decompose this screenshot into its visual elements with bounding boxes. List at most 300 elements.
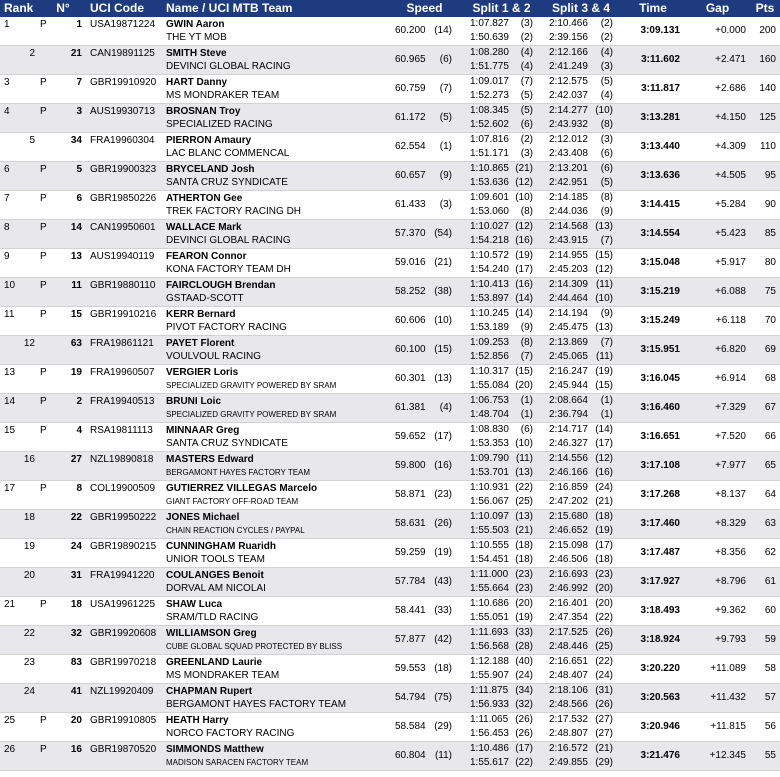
table-row[interactable]: [0, 394, 780, 423]
rank-cell: [0, 278, 40, 306]
split-1-time: 1:09.017: [470, 76, 509, 87]
split-3-4-cell: [541, 539, 621, 567]
split-1-time: 1:10.572: [470, 250, 509, 261]
uci-cell: [86, 336, 162, 364]
uci-cell: [86, 481, 162, 509]
header-number[interactable]: N°: [56, 1, 70, 15]
uci-cell: [86, 133, 162, 161]
speed-rank: (43): [434, 576, 452, 587]
uci-code: FRA19861121: [90, 338, 154, 349]
uci-cell: [86, 278, 162, 306]
rider-name[interactable]: GWIN Aaron: [166, 19, 225, 30]
split-3-4-cell: [541, 191, 621, 219]
table-row[interactable]: [0, 162, 780, 191]
split-1-time: 1:10.486: [470, 743, 509, 754]
split-4-rank: (9): [600, 206, 613, 217]
speed-cell: [387, 17, 462, 45]
speed-cell: [387, 394, 462, 422]
table-row[interactable]: [0, 46, 780, 75]
rider-name[interactable]: WILLIAMSON Greg: [166, 628, 257, 639]
rank-value: 11: [4, 309, 15, 320]
split-1-2-cell: [462, 307, 541, 335]
name-cell: [162, 742, 387, 770]
table-row[interactable]: [0, 104, 780, 133]
gap-cell: [685, 510, 750, 538]
split-3-4-cell: [541, 713, 621, 741]
speed-rank: (1): [439, 141, 452, 152]
final-time: 3:16.045: [640, 373, 680, 384]
split-1-time: 1:07.816: [470, 134, 509, 145]
rider-name[interactable]: CHAPMAN Rupert: [166, 686, 253, 697]
bib-cell: [56, 742, 86, 770]
uci-code: FRA19960507: [90, 367, 155, 378]
rider-name[interactable]: MINNAAR Greg: [166, 425, 240, 436]
uci-code: AUS19940119: [90, 251, 155, 262]
rider-name[interactable]: GUTIERREZ VILLEGAS Marcelo: [166, 483, 318, 494]
uci-code: RSA19811113: [90, 425, 153, 436]
split-1-rank: (22): [515, 482, 533, 493]
table-row[interactable]: [0, 510, 780, 539]
split-3-rank: (12): [595, 453, 613, 464]
points-cell: [750, 278, 780, 306]
rider-name[interactable]: ATHERTON Gee: [166, 193, 243, 204]
split-2-time: 1:55.051: [470, 612, 509, 623]
rank-cell: [0, 336, 40, 364]
name-cell: [162, 75, 387, 103]
name-cell: [162, 278, 387, 306]
time-cell: [621, 220, 685, 248]
split-1-2-cell: [462, 46, 541, 74]
points-cell: [750, 75, 780, 103]
split-4-rank: (27): [595, 728, 613, 739]
time-cell: [621, 162, 685, 190]
speed-value: 61.381: [395, 402, 426, 413]
split-4-time: 2:42.951: [549, 177, 588, 188]
gap-cell: [685, 423, 750, 451]
split-3-4-cell: [541, 481, 621, 509]
points-value: 140: [759, 83, 776, 94]
uci-cell: [86, 46, 162, 74]
uci-code: GBR19910805: [90, 715, 157, 726]
speed-cell: [387, 568, 462, 596]
uci-code: GBR19850226: [90, 193, 157, 204]
rank-value: 5: [29, 135, 35, 146]
split-2-time: 1:52.273: [470, 90, 509, 101]
points-cell: [750, 249, 780, 277]
split-1-2-cell: [462, 365, 541, 393]
uci-cell: [86, 249, 162, 277]
split-3-4-cell: [541, 742, 621, 770]
points-cell: [750, 46, 780, 74]
rider-name[interactable]: FEARON Connor: [166, 251, 247, 262]
points-value: 125: [759, 112, 776, 123]
points-value: 90: [764, 199, 776, 210]
speed-value: 54.794: [395, 692, 426, 703]
rider-name[interactable]: MASTERS Edward: [166, 454, 254, 465]
split-1-time: 1:11.875: [470, 685, 509, 696]
split-2-rank: (13): [515, 467, 533, 478]
points-cell: [750, 626, 780, 654]
rank-value: 17: [4, 483, 16, 494]
speed-value: 58.584: [395, 721, 426, 732]
split-2-rank: (23): [515, 583, 533, 594]
rider-name[interactable]: HEATH Harry: [166, 715, 229, 726]
table-row[interactable]: [0, 539, 780, 568]
header-speed[interactable]: Speed: [406, 1, 443, 15]
split-4-rank: (17): [595, 438, 613, 449]
split-1-2-cell: [462, 133, 541, 161]
gap-value: +2.686: [715, 83, 746, 94]
split-1-2-cell: [462, 568, 541, 596]
rider-name[interactable]: BROSNAN Troy: [166, 106, 241, 117]
rider-name[interactable]: COULANGES Benoit: [166, 570, 264, 581]
rider-name[interactable]: FAIRCLOUGH Brendan: [166, 280, 276, 291]
points-value: 80: [764, 257, 776, 268]
speed-cell: [387, 597, 462, 625]
table-row[interactable]: [0, 17, 780, 46]
time-cell: [621, 336, 685, 364]
split-3-time: 2:13.869: [549, 337, 588, 348]
gap-value: +8.137: [715, 489, 746, 500]
uci-code: GBR19920608: [90, 628, 157, 639]
p-flag: P: [40, 309, 47, 320]
uci-code: GBR19880110: [90, 280, 156, 291]
split-3-4-cell: [541, 162, 621, 190]
split-4-rank: (25): [595, 641, 613, 652]
split-4-rank: (11): [595, 351, 613, 362]
header-split-1-2[interactable]: Split 1 & 2: [472, 1, 531, 15]
split-3-time: 2:16.572: [549, 743, 588, 754]
speed-value: 57.877: [395, 634, 426, 645]
team-name: GIANT FACTORY OFF-ROAD TEAM: [166, 497, 299, 506]
rider-name[interactable]: JONES Michael: [166, 512, 240, 523]
time-cell: [621, 481, 685, 509]
split-4-time: 2:46.327: [549, 438, 588, 449]
speed-value: 61.433: [395, 199, 426, 210]
table-row[interactable]: [0, 249, 780, 278]
split-1-time: 1:08.345: [470, 105, 509, 116]
split-3-rank: (21): [595, 743, 613, 754]
table-row[interactable]: [0, 423, 780, 452]
rider-name[interactable]: WALLACE Mark: [166, 222, 242, 233]
team-name: BERGAMONT HAYES FACTORY TEAM: [166, 468, 311, 477]
rider-name[interactable]: CUNNINGHAM Ruaridh: [166, 541, 276, 552]
split-2-time: 1:56.453: [470, 728, 509, 739]
speed-rank: (4): [439, 402, 452, 413]
split-1-time: 1:12.188: [470, 656, 509, 667]
p-flag-cell: [40, 423, 56, 451]
uci-cell: [86, 597, 162, 625]
uci-code: CAN19891125: [90, 48, 155, 59]
split-1-rank: (8): [520, 337, 533, 348]
speed-value: 59.553: [395, 663, 426, 674]
split-4-rank: (12): [595, 264, 613, 275]
time-cell: [621, 684, 685, 712]
split-1-2-cell: [462, 684, 541, 712]
split-3-rank: (22): [595, 656, 613, 667]
p-flag: P: [40, 280, 47, 291]
p-flag: P: [40, 425, 47, 436]
gap-value: +5.917: [715, 257, 746, 268]
split-1-time: 1:10.027: [470, 221, 509, 232]
name-cell: [162, 191, 387, 219]
split-1-2-cell: [462, 539, 541, 567]
split-3-time: 2:14.955: [549, 250, 588, 261]
split-2-time: 1:50.639: [470, 32, 509, 43]
split-4-rank: (26): [595, 699, 613, 710]
final-time: 3:11.817: [641, 83, 680, 94]
split-3-4-cell: [541, 249, 621, 277]
speed-rank: (23): [434, 489, 452, 500]
header-gap[interactable]: Gap: [705, 1, 730, 15]
bib-cell: [56, 162, 86, 190]
speed-cell: [387, 75, 462, 103]
rider-name[interactable]: BRUNI Loic: [166, 396, 221, 407]
bib-number: 6: [76, 193, 82, 204]
rank-value: 6: [4, 164, 10, 175]
split-3-rank: (26): [595, 627, 613, 638]
p-flag-cell: [40, 336, 56, 364]
split-1-time: 1:10.686: [470, 598, 509, 609]
table-row[interactable]: [0, 597, 780, 626]
uci-cell: [86, 626, 162, 654]
split-3-rank: (6): [600, 163, 613, 174]
gap-cell: [685, 597, 750, 625]
table-row[interactable]: [0, 481, 780, 510]
header-split-3-4[interactable]: Split 3 & 4: [551, 1, 610, 15]
bib-cell: [56, 481, 86, 509]
rider-name[interactable]: BRYCELAND Josh: [166, 164, 255, 175]
table-row[interactable]: [0, 365, 780, 394]
split-3-time: 2:14.277: [549, 105, 588, 116]
split-1-rank: (11): [515, 453, 533, 464]
points-value: 62: [764, 547, 776, 558]
split-2-time: 1:54.218: [470, 235, 509, 246]
split-3-time: 2:17.525: [549, 627, 588, 638]
table-row[interactable]: [0, 278, 780, 307]
points-value: 160: [759, 54, 776, 65]
split-1-rank: (2): [520, 134, 533, 145]
speed-cell: [387, 626, 462, 654]
uci-code: GBR19870520: [90, 744, 157, 755]
split-4-time: 2:43.408: [549, 148, 588, 159]
rank-value: 3: [4, 77, 10, 88]
rider-name[interactable]: SMITH Steve: [166, 48, 227, 59]
rider-name[interactable]: SIMMONDS Matthew: [166, 744, 264, 755]
uci-code: GBR19890215: [90, 541, 157, 552]
table-row[interactable]: [0, 133, 780, 162]
rider-name[interactable]: GREENLAND Laurie: [166, 657, 263, 668]
header-time[interactable]: Time: [639, 1, 667, 15]
speed-cell: [387, 191, 462, 219]
split-3-time: 2:15.098: [549, 540, 588, 551]
split-1-time: 1:10.097: [470, 511, 509, 522]
table-row[interactable]: [0, 336, 780, 365]
split-1-rank: (19): [515, 250, 533, 261]
team-name: KONA FACTORY TEAM DH: [166, 264, 291, 275]
table-row[interactable]: [0, 568, 780, 597]
final-time: 3:15.048: [640, 257, 680, 268]
time-cell: [621, 191, 685, 219]
uci-code: GBR19900323: [90, 164, 157, 175]
bib-number: 18: [70, 599, 82, 610]
split-4-time: 2:42.037: [549, 90, 588, 101]
p-flag-cell: [40, 742, 56, 770]
split-3-rank: (5): [600, 76, 613, 87]
rider-name[interactable]: KERR Bernard: [166, 309, 236, 320]
split-4-rank: (6): [600, 148, 613, 159]
table-row[interactable]: [0, 626, 780, 655]
split-3-4-cell: [541, 626, 621, 654]
gap-value: +7.520: [715, 431, 746, 442]
split-1-time: 1:10.413: [470, 279, 509, 290]
team-name: SPECIALIZED GRAVITY POWERED BY SRAM: [166, 381, 337, 390]
table-row[interactable]: [0, 713, 780, 742]
table-row[interactable]: [0, 220, 780, 249]
split-3-4-cell: [541, 220, 621, 248]
gap-cell: [685, 133, 750, 161]
split-1-2-cell: [462, 597, 541, 625]
split-2-rank: (6): [520, 119, 533, 130]
split-1-2-cell: [462, 626, 541, 654]
table-row[interactable]: [0, 742, 780, 771]
header-points[interactable]: Pts: [755, 1, 775, 15]
name-cell: [162, 336, 387, 364]
speed-cell: [387, 510, 462, 538]
header-rank[interactable]: Rank: [4, 1, 34, 15]
split-2-rank: (7): [520, 351, 533, 362]
final-time: 3:20.220: [640, 663, 680, 674]
split-1-rank: (33): [515, 627, 533, 638]
speed-cell: [387, 307, 462, 335]
split-1-time: 1:10.931: [470, 482, 509, 493]
split-3-4-cell: [541, 133, 621, 161]
table-row[interactable]: [0, 684, 780, 713]
split-1-rank: (5): [520, 105, 533, 116]
bib-number: 22: [70, 512, 82, 523]
rank-cell: [0, 742, 40, 770]
rider-name[interactable]: HART Danny: [166, 77, 228, 88]
p-flag-cell: [40, 452, 56, 480]
name-cell: [162, 597, 387, 625]
bib-number: 41: [70, 686, 82, 697]
bib-number: 4: [76, 425, 82, 436]
speed-value: 60.200: [395, 25, 426, 36]
split-2-time: 1:55.503: [470, 525, 509, 536]
split-1-2-cell: [462, 336, 541, 364]
split-2-rank: (26): [515, 728, 533, 739]
split-3-rank: (8): [600, 192, 613, 203]
table-row[interactable]: [0, 191, 780, 220]
speed-rank: (10): [434, 315, 452, 326]
split-3-4-cell: [541, 75, 621, 103]
split-2-rank: (17): [515, 264, 533, 275]
table-row[interactable]: [0, 307, 780, 336]
final-time: 3:15.219: [640, 286, 680, 297]
split-3-4-cell: [541, 684, 621, 712]
final-time: 3:09.131: [640, 25, 680, 36]
time-cell: [621, 365, 685, 393]
split-4-time: 2:43.932: [549, 119, 588, 130]
p-flag-cell: [40, 104, 56, 132]
team-name: PIVOT FACTORY RACING: [166, 322, 287, 333]
split-4-time: 2:47.354: [549, 612, 588, 623]
table-row[interactable]: [0, 452, 780, 481]
header-name-team[interactable]: Name / UCI MTB Team: [166, 1, 293, 15]
rider-name[interactable]: SHAW Luca: [166, 599, 223, 610]
split-3-4-cell: [541, 452, 621, 480]
bib-number: 15: [70, 309, 82, 320]
split-2-rank: (24): [515, 670, 533, 681]
split-4-rank: (10): [595, 293, 613, 304]
team-name: DORVAL AM NICOLAI: [166, 583, 266, 594]
bib-number: 32: [70, 628, 82, 639]
final-time: 3:18.493: [640, 605, 680, 616]
time-cell: [621, 75, 685, 103]
points-value: 69: [764, 344, 776, 355]
final-time: 3:13.281: [640, 112, 680, 123]
split-4-rank: (22): [595, 612, 613, 623]
bib-cell: [56, 220, 86, 248]
split-4-time: 2:46.166: [549, 467, 588, 478]
bib-cell: [56, 17, 86, 45]
header-uci-code[interactable]: UCI Code: [90, 1, 144, 15]
rank-value: 10: [4, 280, 16, 291]
uci-cell: [86, 75, 162, 103]
split-1-time: 1:09.253: [470, 337, 509, 348]
team-name: NORCO FACTORY RACING: [166, 728, 295, 739]
bib-number: 21: [70, 48, 82, 59]
gap-value: +2.471: [715, 54, 746, 65]
speed-cell: [387, 162, 462, 190]
rank-cell: [0, 713, 40, 741]
rider-name[interactable]: PAYET Florent: [166, 338, 235, 349]
speed-value: 58.441: [395, 605, 426, 616]
split-3-time: 2:12.575: [549, 76, 588, 87]
name-cell: [162, 568, 387, 596]
split-1-time: 1:10.555: [470, 540, 509, 551]
uci-cell: [86, 365, 162, 393]
rider-name[interactable]: VERGIER Loris: [166, 367, 239, 378]
speed-rank: (18): [434, 663, 452, 674]
points-cell: [750, 17, 780, 45]
time-cell: [621, 452, 685, 480]
speed-rank: (9): [439, 170, 452, 181]
time-cell: [621, 46, 685, 74]
p-flag: P: [40, 744, 47, 755]
split-3-time: 2:14.185: [549, 192, 588, 203]
speed-rank: (33): [434, 605, 452, 616]
points-value: 59: [764, 634, 776, 645]
name-cell: [162, 307, 387, 335]
split-3-time: 2:16.651: [549, 656, 588, 667]
rider-name[interactable]: PIERRON Amaury: [166, 135, 252, 146]
split-1-2-cell: [462, 249, 541, 277]
final-time: 3:15.951: [640, 344, 680, 355]
uci-cell: [86, 568, 162, 596]
points-value: 63: [764, 518, 776, 529]
split-3-rank: (27): [595, 714, 613, 725]
split-4-rank: (7): [600, 235, 613, 246]
rank-value: 25: [4, 715, 16, 726]
table-row[interactable]: [0, 655, 780, 684]
table-row[interactable]: [0, 75, 780, 104]
split-1-time: 1:11.693: [470, 627, 509, 638]
rank-cell: [0, 597, 40, 625]
name-cell: [162, 684, 387, 712]
split-2-time: 1:53.060: [470, 206, 509, 217]
final-time: 3:16.460: [640, 402, 680, 413]
